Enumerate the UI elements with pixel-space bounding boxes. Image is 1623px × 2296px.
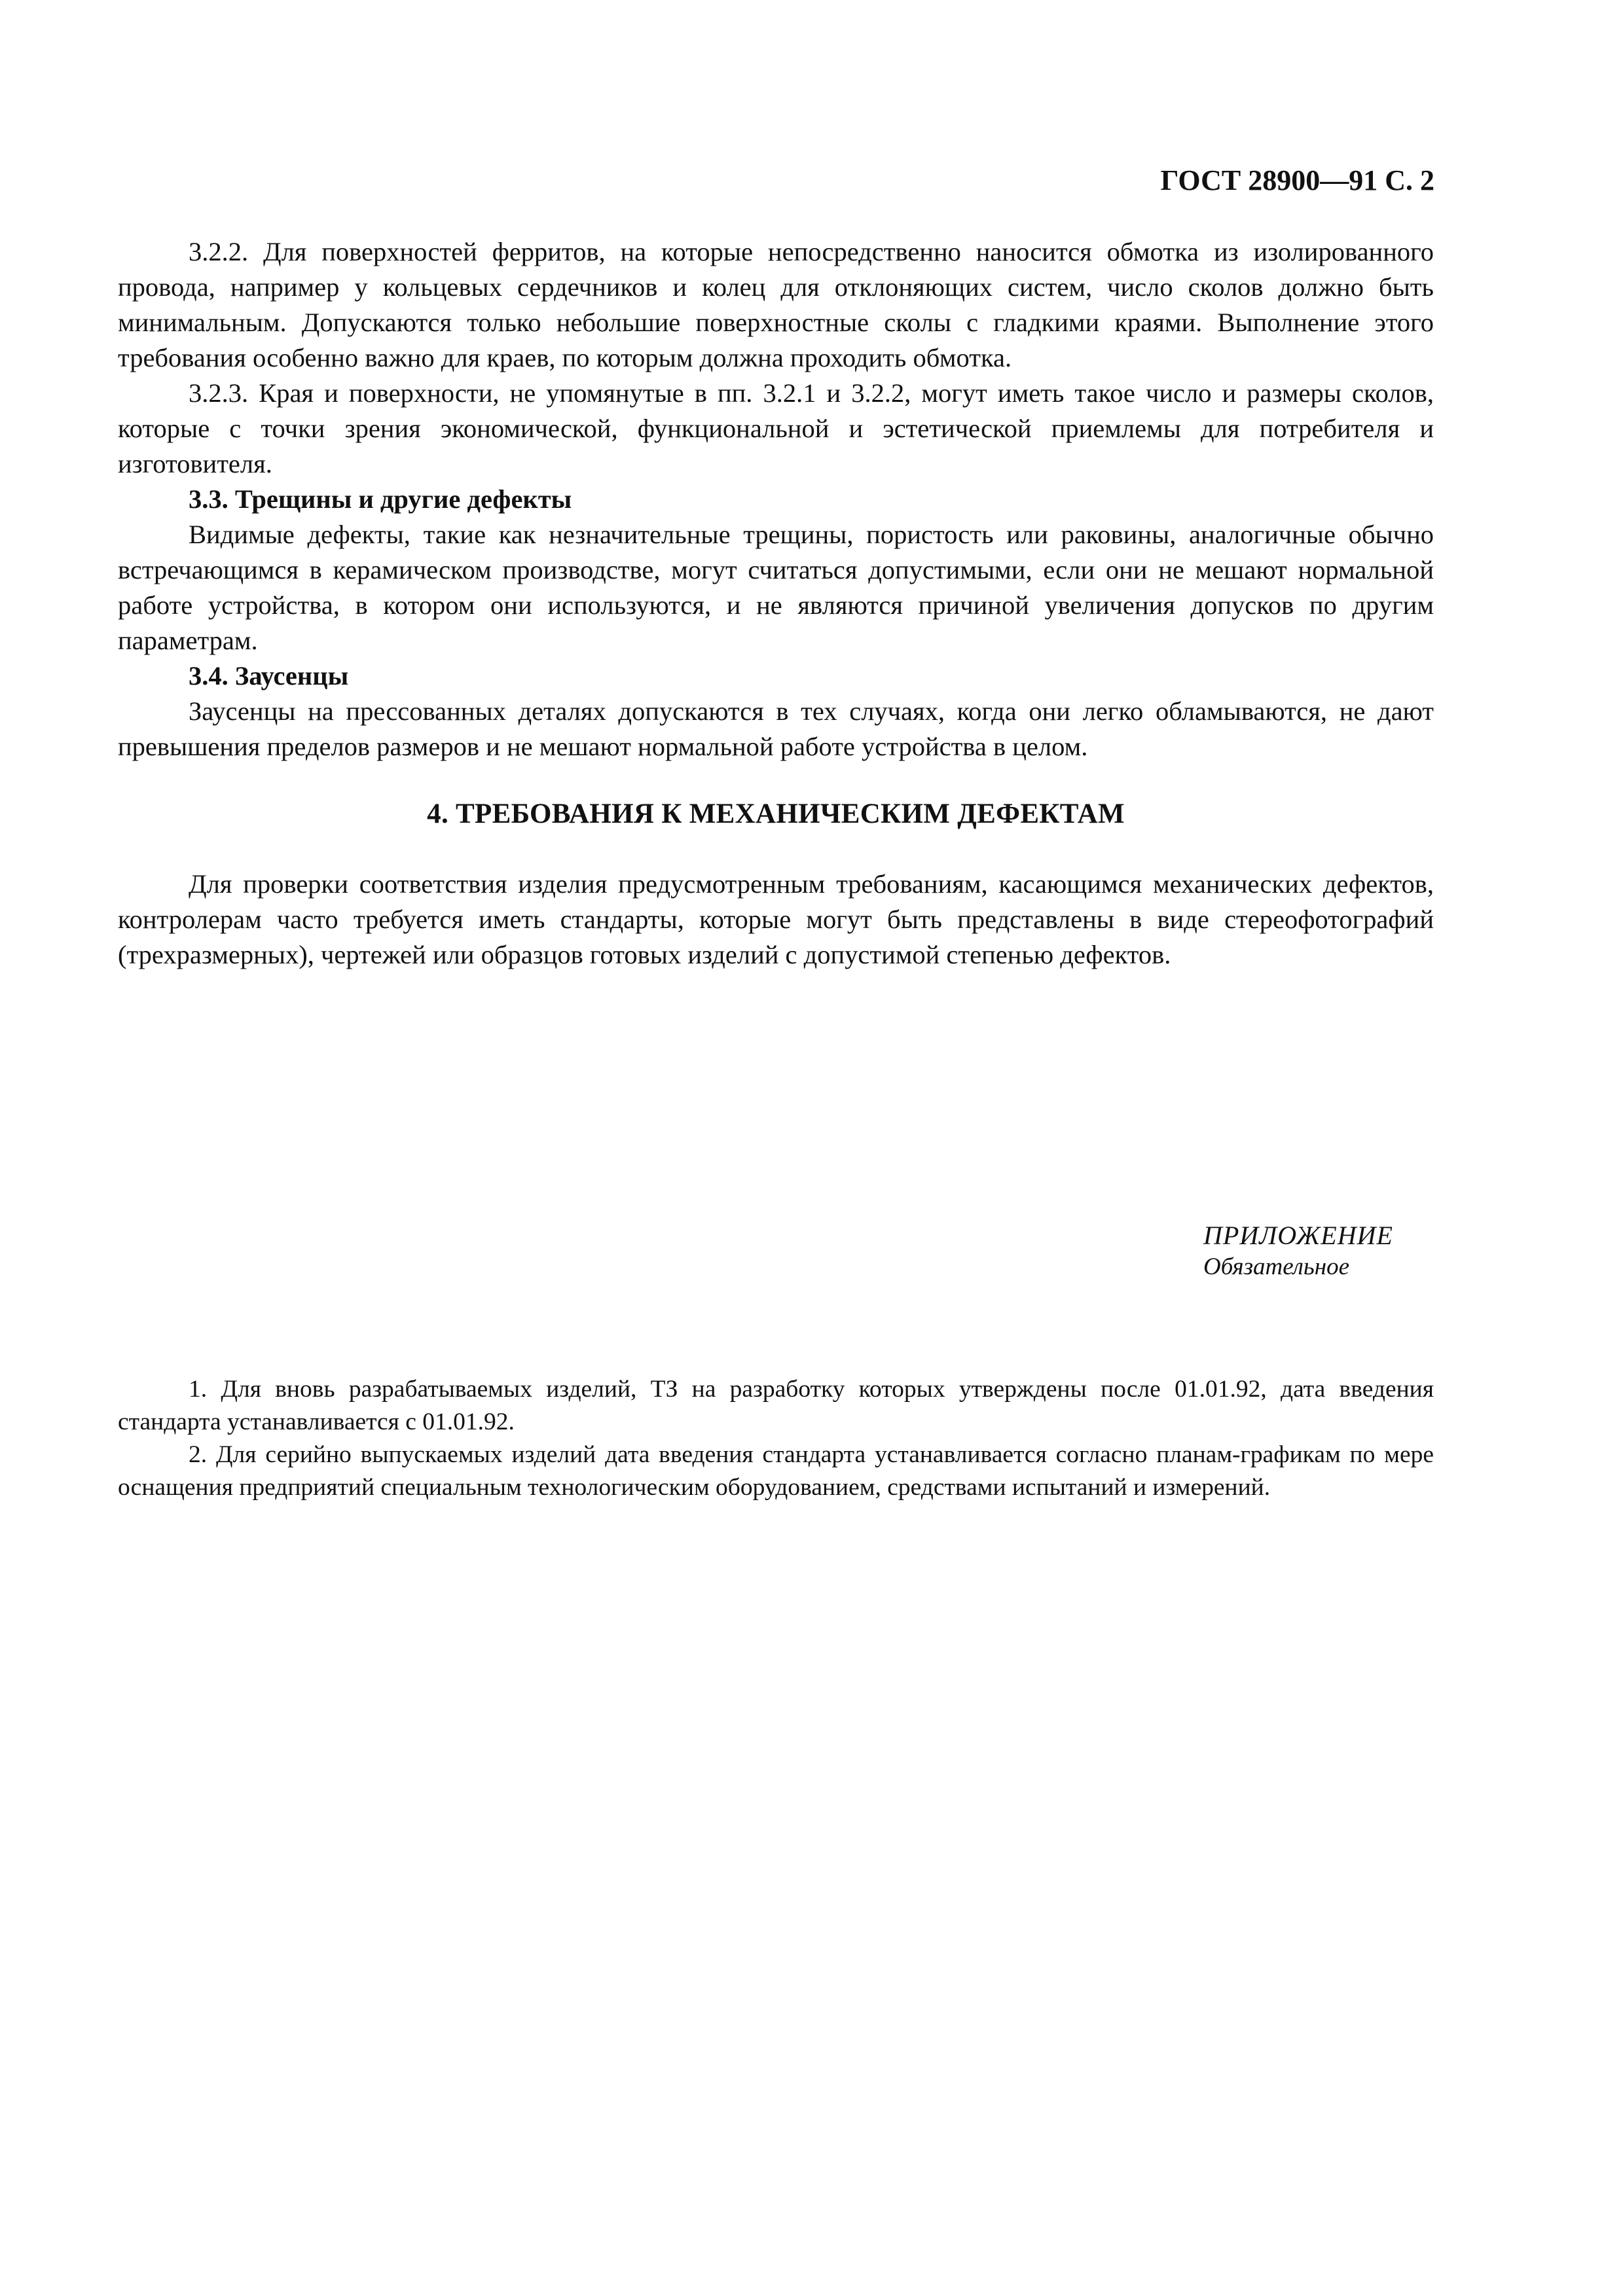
paragraph-3-4: Заусенцы на прессованных деталях допускаются в тех случаях, когда они легко обламываются, не дают превышения пределов размеров и не мешают нормальной работе устройства в целом. bbox=[118, 696, 1434, 761]
paragraph-3-2-2: 3.2.2. Для поверхностей ферритов, на которые непосредственно наносится обмотка из изолированного провода, например у кольцевых сердечников и колец для отклоняющих систем, число сколов должно быть минимальным. Допускаются только небольшие поверхностные сколы с гладкими краями. Выполнение этого требования особенно важно для краев, по которым должна проходить обмотка. bbox=[118, 237, 1434, 372]
heading-3-4: 3.4. Заусенцы bbox=[189, 661, 349, 691]
appendix-title: ПРИЛОЖЕНИЕ bbox=[1203, 1221, 1393, 1250]
appendix-subtitle: Обязательное bbox=[1203, 1253, 1350, 1280]
section-heading-4: 4. ТРЕБОВАНИЯ К МЕХАНИЧЕСКИМ ДЕФЕКТАМ bbox=[427, 798, 1125, 829]
appendix-note-1: 1. Для вновь разрабатываемых изделий, ТЗ на разработку которых утверждены после 01.01.92, дата введения стандарта устанавливается с 01.01.92. bbox=[118, 1376, 1434, 1435]
main-body bbox=[118, 234, 1434, 973]
paragraph-3-3: Видимые дефекты, такие как незначительные трещины, пористость или раковины, аналогичные обычно встречающимся в керамическом производстве, могут считаться допустимыми, если они не мешают нормальной работе устройства, в котором они используются, и не являются причиной увеличения допусков по другим параметрам. bbox=[118, 520, 1434, 655]
heading-3-3: 3.3. Трещины и другие дефекты bbox=[189, 484, 572, 514]
appendix-label bbox=[1203, 1219, 1393, 1282]
running-header: ГОСТ 28900—91 С. 2 bbox=[1160, 164, 1434, 196]
paragraph-3-2-3: 3.2.3. Края и поверхности, не упомянутые в пп. 3.2.1 и 3.2.2, могут иметь такое число и размеры сколов, которые с точки зрения экономической, функциональной и эстетической приемлемы для потребителя и изготовителя. bbox=[118, 378, 1434, 478]
appendix-notes bbox=[118, 1373, 1434, 1504]
appendix-note-2: 2. Для серийно выпускаемых изделий дата введения стандарта устанавливается согласно планам-графикам по мере оснащения предприятий специальным технологическим оборудованием, средствами испытаний и измерений. bbox=[118, 1441, 1434, 1501]
paragraph-4: Для проверки соответствия изделия предусмотренным требованиям, касающимся механических дефектов, контролерам часто требуется иметь стандарты, которые могут быть представлены в виде стереофотографий (трехразмерных), чертежей или образцов готовых изделий с допустимой степенью дефектов. bbox=[118, 869, 1434, 969]
